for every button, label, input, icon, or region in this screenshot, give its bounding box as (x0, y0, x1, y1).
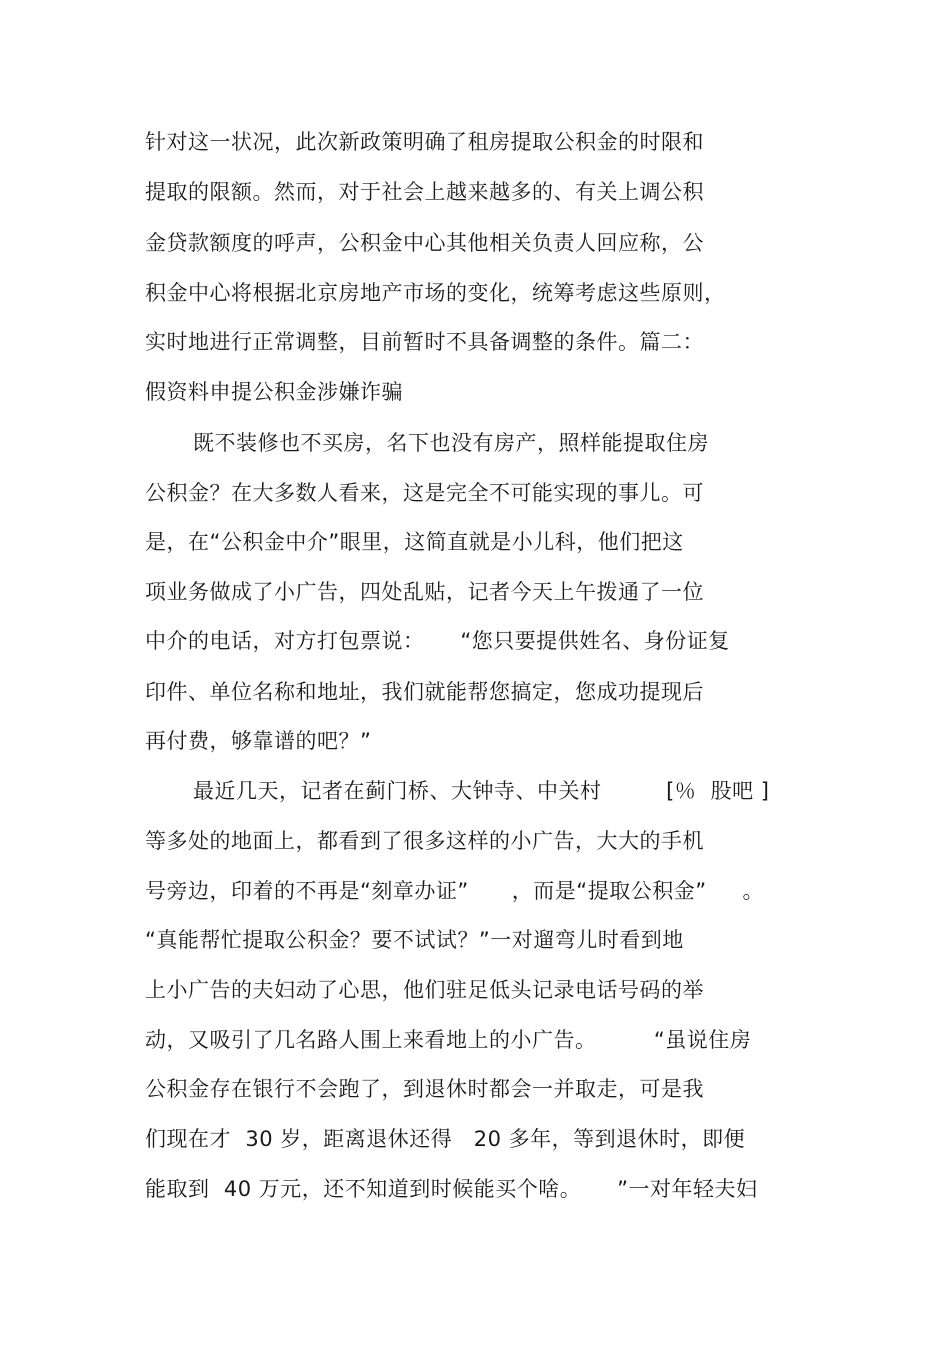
text-line: 公积金存在银行不会跑了，到退休时都会一并取走，可是我 (145, 1077, 704, 1101)
section-heading: 假资料申提公积金涉嫌诈骗 (145, 380, 403, 404)
text-line: 是，在“公积金中介”眼里，这简直就是小儿科，他们把这 (145, 530, 684, 554)
text-line: 印件、单位名称和地址，我们就能帮您搞定，您成功提现后 (145, 680, 704, 704)
text-line: 号旁边，印着的不再是“刻章办证” ，而是“提取公积金” 。 (145, 879, 764, 903)
text-line: 动，又吸引了几名路人围上来看地上的小广告。 “虽说住房 (145, 1028, 752, 1052)
text-line: 再付费，够靠谱的吧？” (145, 729, 372, 753)
text-line: 能取到 40 万元，还不知道到时候能买个啥。 ”一对年轻夫妇 (145, 1177, 758, 1201)
text-line: 积金中心将根据北京房地产市场的变化，统筹考虑这些原则， (145, 281, 726, 305)
text-line: 上小广告的夫妇动了心思，他们驻足低头记录电话号码的举 (145, 978, 704, 1002)
text-line: 项业务做成了小广告，四处乱贴，记者今天上午拨通了一位 (145, 580, 704, 604)
text-line: 公积金？在大多数人看来，这是完全不可能实现的事儿。可 (145, 481, 704, 505)
paragraph-start-line: 既不装修也不买房，名下也没有房产，照样能提取住房 (193, 431, 709, 455)
text-line: 提取的限额。然而，对于社会上越来越多的、有关上调公积 (145, 180, 704, 204)
text-line: 中介的电话，对方打包票说： “您只要提供姓名、身份证复 (145, 629, 730, 653)
text-line: 等多处的地面上，都看到了很多这样的小广告，大大的手机 (145, 829, 704, 853)
paragraph-start-line: 最近几天，记者在蓟门桥、大钟寺、中关村 [％ 股吧 ] (193, 779, 770, 803)
text-line: 金贷款额度的呼声，公积金中心其他相关负责人回应称，公 (145, 231, 704, 255)
text-line: “真能帮忙提取公积金？要不试试？”一对遛弯儿时看到地 (145, 928, 684, 952)
text-line: 们现在才 30 岁，距离退休还得 20 多年，等到退休时，即便 (145, 1127, 746, 1151)
text-line: 实时地进行正常调整，目前暂时不具备调整的条件。篇二： (145, 330, 704, 354)
text-line: 针对这一状况，此次新政策明确了租房提取公积金的时限和 (145, 130, 704, 154)
